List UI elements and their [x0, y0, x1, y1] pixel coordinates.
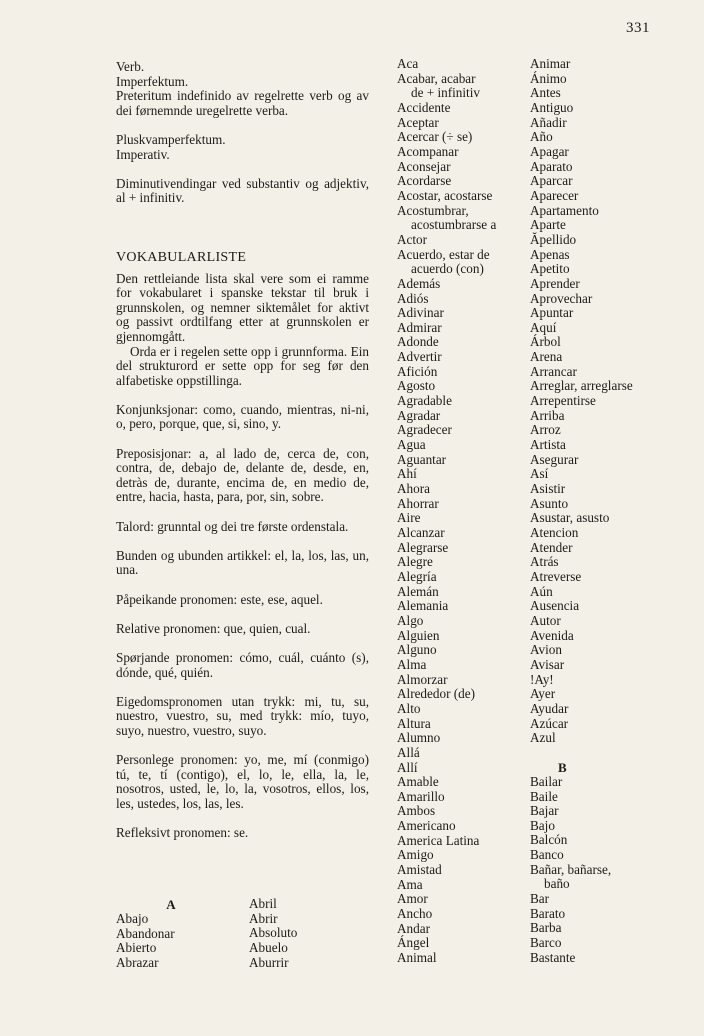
word-entry: Año [530, 129, 553, 145]
word-entry: Artista [530, 437, 566, 453]
word-entry: Arriba [530, 407, 565, 423]
word-entry: Adiós [397, 290, 429, 306]
word-entry: Asegurar [530, 451, 579, 467]
word-entry: Aparte [530, 217, 566, 233]
letter-a-column-2 [249, 897, 359, 970]
word-entry: Atreverse [530, 568, 582, 584]
grammar-line: Diminutivendingar ved substantiv og adjektiv, al + infinitiv. [116, 175, 369, 206]
word-entry: Avion [530, 642, 562, 658]
word-entry: Allí [397, 759, 418, 775]
word-list-col3 [397, 57, 517, 966]
word-entry: Bar [530, 891, 550, 907]
word-entry: Baile [530, 788, 558, 804]
word-entry: Alemán [397, 583, 439, 599]
word-entry: Alumno [397, 730, 441, 746]
word-entry: Alemania [397, 598, 449, 614]
word-entry: Banco [530, 847, 564, 863]
word-entry: Amor [397, 891, 428, 907]
word-entry: !Ay! [530, 671, 554, 687]
word-entry: Ayer [530, 686, 556, 702]
word-entry: Aire [397, 510, 421, 526]
word-entry: Aguantar [397, 451, 447, 467]
word-entry: Avisar [530, 656, 565, 672]
word-entry: Alrededor (de) [397, 686, 475, 702]
word-entry: Aparato [530, 158, 573, 174]
section-relative-pronomen: Relative pronomen: que, quien, cual. [116, 620, 311, 636]
word-entry: de + infinitiv [411, 85, 480, 101]
letter-heading-b: B [558, 759, 567, 775]
word-entry: Almorzar [397, 671, 448, 687]
vocab-heading: VOKABULARLISTE [116, 249, 247, 265]
word-entry: Algo [397, 612, 424, 628]
word-entry: Ancho [397, 906, 433, 922]
word-entry: acuerdo (con) [411, 261, 484, 277]
word-entry: Atender [530, 539, 573, 555]
word-entry: baño [544, 876, 570, 892]
word-entry: Asistir [530, 481, 566, 497]
word-entry: Barato [530, 905, 566, 921]
word-entry: Alegrarse [397, 539, 449, 555]
grammar-block-3 [116, 177, 369, 206]
word-entry: Abrir [249, 910, 278, 926]
word-entry: Ama [397, 876, 423, 892]
word-entry: Acuerdo, estar de [397, 246, 490, 262]
word-entry: Adonde [397, 334, 439, 350]
word-entry: Ánimo [530, 70, 567, 86]
word-entry: Bañar, bañarse, [530, 861, 612, 877]
section-konjunksjonar: Konjunksjonar: como, cuando, mientras, ni-ni, o, pero, porque, que, si, sino, y. [116, 401, 369, 432]
grammar-line: Imperativ. [116, 146, 170, 162]
vocab-intro-2: Orda er i regelen sette opp i grunnforma. Ein del strukturord er sette opp for seg før den alfabetiske oppstillinga. [116, 343, 369, 388]
grammar-block-2 [116, 133, 369, 162]
word-entry: Acercar (÷ se) [397, 129, 473, 145]
word-entry: Aceptar [397, 114, 439, 130]
section-sporjande-pronomen: Spørjande pronomen: cómo, cuál, cuánto (s), dónde, qué, quién. [116, 649, 369, 680]
word-entry: Abierto [116, 940, 157, 956]
word-entry: Alma [397, 656, 427, 672]
word-entry: Admirar [397, 319, 442, 335]
word-entry: Agradar [397, 407, 441, 423]
word-entry: Antiguo [530, 99, 574, 115]
vocab-intro: Den rettleiande lista skal vere som ei ramme for vokabularet i spanske tekstar til bruk i grunnskolen, og nemner siktemålet for aktivt og passivt ordtilfang etter at grunnskolen er gjennomgått. [116, 270, 369, 344]
word-entry: Arreglar, arreglarse [530, 378, 633, 394]
word-entry: Abajo [116, 911, 149, 926]
word-entry: Acabar, acabar [397, 70, 476, 86]
word-column-3 [397, 57, 517, 966]
word-entry: Alegría [397, 568, 437, 584]
word-list-a1 [116, 912, 226, 971]
word-list-b [530, 775, 670, 966]
section-artikkel: Bunden og ubunden artikkel: el, la, los, las, un, una. [116, 547, 369, 578]
word-entry: Americano [397, 818, 456, 834]
word-entry: Apuntar [530, 305, 574, 321]
word-entry: Agua [397, 437, 426, 453]
word-entry: Acompanar [397, 143, 459, 159]
word-entry: Acordarse [397, 173, 452, 189]
word-entry: Apartamento [530, 202, 599, 218]
word-entry: Barco [530, 935, 562, 951]
letter-heading-a: A [166, 897, 176, 912]
word-entry: Ăpellido [530, 231, 577, 247]
grammar-line: Verb. [116, 59, 145, 74]
word-entry: Afición [397, 363, 438, 379]
word-entry: Arroz [530, 422, 561, 438]
section-refleksivt-pronomen: Refleksivt pronomen: se. [116, 825, 249, 841]
word-entry: Adivinar [397, 305, 444, 321]
word-entry: Amistad [397, 862, 442, 878]
word-entry: Aún [530, 583, 553, 599]
word-entry: Acostumbrar, [397, 202, 469, 218]
word-entry: acostumbrarse a [411, 217, 497, 233]
word-entry: Apagar [530, 143, 569, 159]
word-column-4 [530, 57, 670, 965]
word-entry: Bajar [530, 803, 559, 819]
word-list-col4 [530, 57, 670, 746]
left-column [116, 60, 369, 855]
word-entry: Azúcar [530, 715, 569, 731]
word-entry: Actor [397, 231, 428, 247]
word-entry: Alto [397, 700, 421, 716]
section-eigedomspronomen: Eigedomspronomen utan trykk: mi, tu, su, nuestro, vuestro, su, med trykk: mío, tuyo, suyo, nuestro, vuestro, suyo. [116, 693, 369, 738]
word-entry: Aconsejar [397, 158, 451, 174]
word-entry: Amigo [397, 847, 434, 863]
word-entry: Amable [397, 774, 439, 790]
word-entry: Agosto [397, 378, 436, 394]
word-entry: Apetito [530, 261, 570, 277]
word-entry: Abril [249, 896, 277, 911]
word-entry: Bastante [530, 949, 576, 965]
word-entry: Aprovechar [530, 290, 593, 306]
grammar-line: Preteritum indefinido av regelrette verb og av dei førnemnde uregelrette verba. [116, 88, 369, 118]
word-entry: Bajo [530, 817, 555, 833]
grammar-block-1 [116, 60, 369, 118]
word-entry: Además [397, 275, 441, 291]
word-entry: Abuelo [249, 939, 288, 955]
word-entry: Ahí [397, 466, 417, 482]
word-entry: Abrazar [116, 954, 159, 970]
word-entry: Aparecer [530, 187, 579, 203]
word-entry: Advertir [397, 349, 442, 365]
section-papeikande-pronomen: Påpeikande pronomen: este, ese, aquel. [116, 591, 323, 607]
word-entry: Alguien [397, 627, 440, 643]
word-entry: Barba [530, 920, 562, 936]
word-entry: Alegre [397, 554, 433, 570]
word-entry: Alcanzar [397, 525, 445, 540]
word-entry: Aquí [530, 319, 557, 335]
word-entry: Aprender [530, 275, 580, 291]
word-entry: Altura [397, 715, 431, 731]
word-entry: Aca [397, 56, 419, 71]
section-preposisjonar: Preposisjonar: a, al lado de, cerca de, con, contra, de, debajo de, delante de, desde, en, detràs de, durante, encima de, en medio de, entre, hacia, hasta, para, por, sin, sobre. [116, 445, 369, 505]
word-entry: Animal [397, 950, 437, 966]
word-entry: Avenida [530, 627, 574, 643]
word-list-a2 [249, 897, 359, 970]
word-entry: Ángel [397, 935, 430, 951]
word-entry: Amarillo [397, 788, 445, 804]
page-number: 331 [626, 20, 650, 36]
word-entry: Atrás [530, 554, 559, 570]
word-entry: Bailar [530, 773, 563, 789]
word-entry: America Latina [397, 832, 480, 848]
word-entry: Animar [530, 56, 571, 71]
word-entry: Añadir [530, 114, 567, 130]
word-entry: Accidente [397, 99, 451, 115]
word-entry: Absoluto [249, 925, 298, 941]
word-entry: Azul [530, 730, 556, 746]
word-entry: Ahora [397, 481, 430, 497]
word-entry: Aparcar [530, 173, 573, 189]
word-entry: Aburrir [249, 954, 289, 970]
word-entry: Balcón [530, 832, 568, 848]
word-entry: Alguno [397, 642, 437, 658]
word-entry: Asunto [530, 495, 569, 511]
letter-a-column-1 [116, 897, 226, 971]
word-entry: Ambos [397, 803, 436, 819]
word-entry: Árbol [530, 334, 561, 350]
word-entry: Agradecer [397, 422, 452, 438]
word-entry: Arrancar [530, 363, 577, 379]
grammar-line: Pluskvamperfektum. [116, 131, 226, 147]
word-entry: Arrepentirse [530, 393, 596, 409]
word-entry: Arena [530, 349, 563, 365]
word-entry: Apenas [530, 246, 570, 262]
section-talord: Talord: grunntal og dei tre første ordenstala. [116, 518, 349, 534]
word-entry: Agradable [397, 393, 452, 409]
word-entry: Ahorrar [397, 495, 439, 511]
word-entry: Antes [530, 85, 561, 101]
word-entry: Ausencia [530, 598, 580, 614]
word-entry: Asustar, asusto [530, 510, 610, 526]
word-entry: Ayudar [530, 700, 569, 716]
grammar-line: Imperfektum. [116, 73, 189, 89]
word-entry: Así [530, 466, 549, 482]
word-entry: Atencion [530, 525, 579, 540]
section-personlege-pronomen: Personlege pronomen: yo, me, mí (conmigo) tú, te, tí (contigo), el, lo, le, ella, la, le, nosotros, usted, le, lo, la, vosotros, ellos, los, les, ustedes, los, las, les. [116, 752, 369, 811]
word-entry: Acostar, acostarse [397, 187, 493, 203]
word-entry: Autor [530, 612, 561, 628]
word-entry: Allá [397, 744, 420, 760]
word-entry: Abandonar [116, 925, 175, 941]
word-entry: Andar [397, 920, 430, 936]
